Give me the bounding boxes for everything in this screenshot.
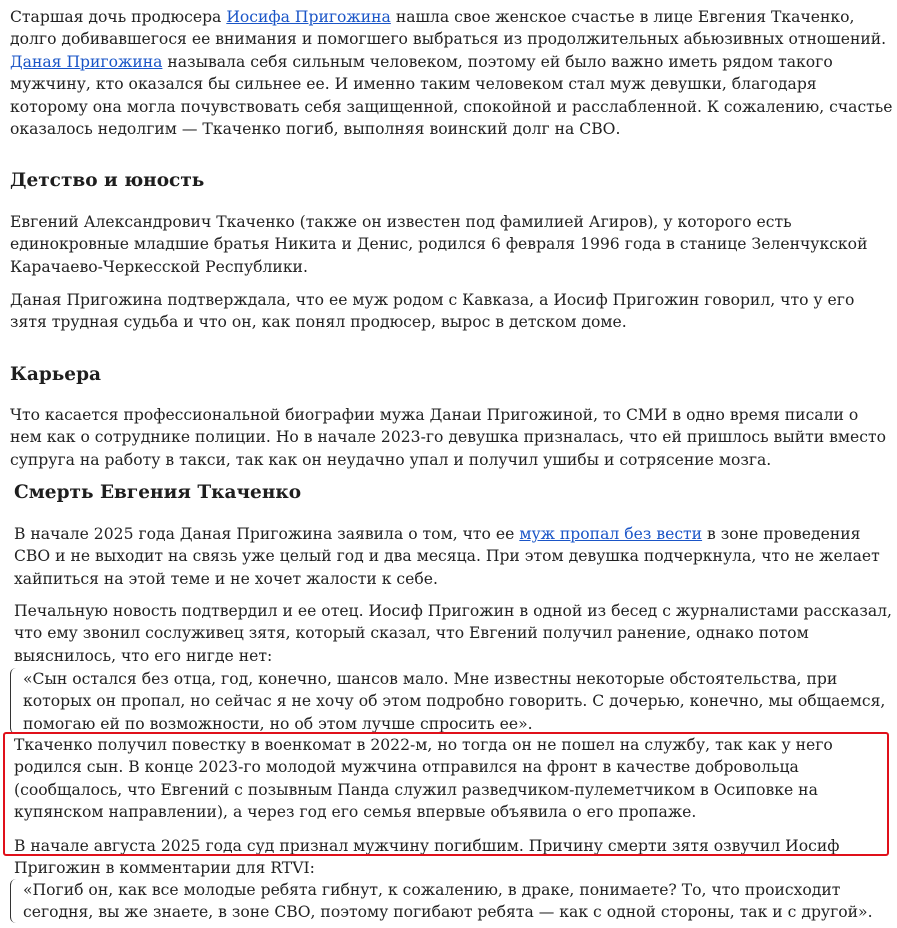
intro-text-middle: нашла свое женское счастье в лице Евгения Ткаченко, долго добивавшегося ее внимания и помогшего выбраться из продолжительных абьюзивных отношений. bbox=[10, 8, 887, 49]
paragraph-career: Что касается профессиональной биографии мужа Данаи Пригожиной, то СМИ в одно время писали о нем как о сотруднике полиции. Но в начале 2023-го девушка призналась, что ей пришлось выйти вместо супруга на работу в такси, так как он неудачно упал и получил ушибы и сотрясение мозга. bbox=[10, 406, 886, 469]
paragraph-court-ruling: В начале августа 2025 года суд признал мужчину погибшим. Причину смерти зятя озвучил Иосиф Пригожин в комментарии для RTVI: bbox=[14, 837, 840, 878]
quote-text: «Погиб он, как все молодые ребята гибнут, к сожалению, в драке, понимаете? То, что происходит сегодня, вы же знаете, в зоне СВО, поэтому погибают ребята — как с одной стороны, так и с другой». bbox=[23, 881, 873, 922]
paragraph-birth: Евгений Александрович Ткаченко (также он известен под фамилией Агиров), у которого есть единокровные младшие братья Никита и Денис, родился 6 февраля 1996 года в станице Зеленчукской Карачаево-Черкесской Республики. bbox=[10, 213, 868, 276]
heading-career: Карьера bbox=[10, 364, 102, 385]
heading-death: Смерть Евгения Ткаченко bbox=[14, 482, 302, 503]
missing-text-start: В начале 2025 года Даная Пригожина заявила о том, что ее bbox=[14, 525, 520, 543]
quote-text: «Сын остался без отца, год, конечно, шансов мало. Мне известны некоторые обстоятельства, при которых он пропал, но сейчас я не хочу об этом подробно говорить. С дочерью, конечно, мы общаемся, помогаю ей по возможности, но об этом лучше спросить ее». bbox=[23, 670, 886, 733]
blockquote-death-cause bbox=[10, 879, 894, 923]
paragraph-origin: Даная Пригожина подтверждала, что ее муж родом с Кавказа, а Иосиф Пригожин говорил, что у его зятя трудная судьба и что он, как понял продюсер, вырос в детском доме. bbox=[10, 291, 855, 332]
intro-text-end: называла себя сильным человеком, поэтому ей было важно иметь рядом такого мужчину, кто оказался бы сильнее ее. И именно таким человеком стал муж девушки, благодаря которому она могла почувствовать себя защищенной, спокойной и расслабленной. К сожалению, счастье оказалось недолгим — Ткаченко погиб, выполняя воинский долг на СВО. bbox=[10, 52, 893, 139]
heading-childhood: Детство и юность bbox=[10, 170, 205, 191]
intro-text-start: Старшая дочь продюсера bbox=[10, 8, 227, 26]
link-danaya-prigozhina[interactable]: Даная Пригожина bbox=[10, 52, 163, 71]
link-missing-husband[interactable]: муж пропал без вести bbox=[519, 525, 703, 543]
intro-paragraph bbox=[10, 6, 894, 140]
paragraph-father-confirmation: Печальную новость подтвердил и ее отец. Иосиф Пригожин в одной из бесед с журналистами рассказал, что ему звонил сослуживец зятя, который сказал, что Евгений получил ранение, однако потом выяснилось, что его нигде нет: bbox=[14, 602, 893, 665]
missing-text-end: в зоне проведения СВО и не выходит на связь уже целый год и два месяца. При этом девушка подчеркнула, что не желает хайпиться на этой теме и не хочет жалости к себе. bbox=[14, 525, 880, 588]
blockquote-father-statement bbox=[10, 668, 894, 734]
paragraph-summons: Ткаченко получил повестку в военкомат в 2022-м, но тогда он не пошел на службу, так как у него родился сын. В конце 2023-го молодой мужчина отправился на фронт в качестве добровольца (сообщалось, что Евгений с позывным Панда служил разведчиком-пулеметчиком в Осиповке на купянском направлении), а через год его семья впервые объявила о его пропаже. bbox=[14, 736, 833, 822]
paragraph-missing bbox=[14, 523, 894, 590]
link-iosif-prigozhin[interactable]: Иосифа Пригожина bbox=[226, 8, 391, 26]
